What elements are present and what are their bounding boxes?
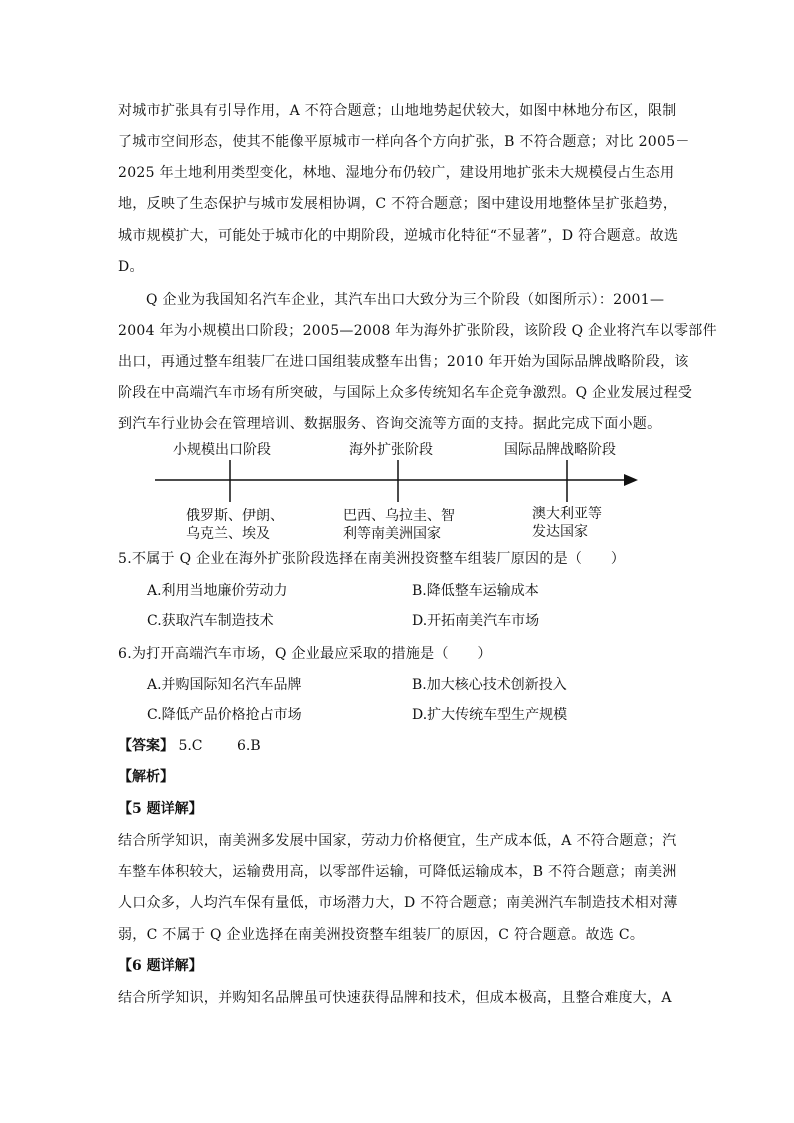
detail-5-line: 人口众多，人均汽车保有量低，市场潜力大，D 不符合题意；南美洲汽车制造技术相对薄 [118,895,678,911]
q5-option-c: C.获取汽车制造技术 [147,613,274,629]
intro-line: 出口，再通过整车组装厂在进口国组装成整车出售；2010 年开始为国际品牌战略阶段，该 [118,354,689,370]
passage-line: 城市规模扩大，可能处于城市化的中期阶段，逆城市化特征“不显著”，D 符合题意。故选 [118,228,679,244]
stage-label-3: 国际品牌战略阶段 [504,442,616,458]
detail-5-label: 【5 题详解】 [118,801,203,817]
answer-label: 【答案】 [118,738,174,754]
stage-countries-1-line1: 俄罗斯、伊朗、 [186,508,284,524]
detail-5-line: 车整车体积较大，运输费用高，以零部件运输，可降低运输成本，B 不符合题意；南美洲 [118,864,677,880]
detail-5-line: 结合所学知识，南美洲多发展中国家，劳动力价格便宜，生产成本低，A 不符合题意；汽 [118,833,677,849]
stage-label-1: 小规模出口阶段 [173,442,271,458]
passage-line: 对城市扩张具有引导作用，A 不符合题意；山地地势起伏较大，如图中林地分布区，限制 [118,103,677,119]
answer-5: 5.C [178,738,203,754]
q5-option-d: D.开拓南美汽车市场 [412,613,540,629]
stage-countries-3-line1: 澳大利亚等 [532,506,602,522]
q6-option-d: D.扩大传统车型生产规模 [412,707,568,723]
passage-line: 地，反映了生态保护与城市发展相协调，C 不符合题意；图中建设用地整体呈扩张趋势， [118,196,678,212]
detail-5-line: 弱，C 不属于 Q 企业选择在南美洲投资整车组装厂的原因，C 符合题意。故选 C。 [118,927,645,943]
q6-option-a: A.并购国际知名汽车品牌 [147,677,302,693]
question-5-stem: 5.不属于 Q 企业在海外扩张阶段选择在南美洲投资整车组装厂原因的是（ ） [118,551,626,567]
stage-timeline-figure [0,430,794,550]
q5-option-b: B.降低整车运输成本 [412,583,539,599]
timeline-arrowhead [624,474,638,486]
intro-line: 到汽车行业协会在管理培训、数据服务、咨询交流等方面的支持。据此完成下面小题。 [118,416,662,432]
detail-6-label: 【6 题详解】 [118,958,203,974]
answer-row [118,736,261,756]
q6-option-b: B.加大核心技术创新投入 [412,677,567,693]
answer-6: 6.B [236,738,261,754]
passage-line: 2025 年土地利用类型变化，林地、湿地分布仍较广，建设用地扩张未大规模侵占生态用 [118,165,675,181]
q6-option-c: C.降低产品价格抢占市场 [147,707,302,723]
stage-countries-3-line2: 发达国家 [532,524,588,540]
question-6-stem: 6.为打开高端汽车市场，Q 企业最应采取的措施是（ ） [118,646,492,662]
stage-label-2: 海外扩张阶段 [349,442,433,458]
intro-line: Q 企业为我国知名汽车企业，其汽车出口大致分为三个阶段（如图所示）：2001— [146,292,665,308]
stage-countries-1-line2: 乌克兰、埃及 [186,526,270,542]
detail-6-line: 结合所学知识，并购知名品牌虽可快速获得品牌和技术，但成本极高，且整合难度大，A [118,990,672,1006]
stage-countries-2-line1: 巴西、乌拉圭、智 [343,508,455,524]
q5-option-a: A.利用当地廉价劳动力 [147,583,288,599]
analysis-label: 【解析】 [118,769,174,785]
intro-line: 阶段在中高端汽车市场有所突破，与国际上众多传统知名车企竞争激烈。Q 企业发展过程受 [118,385,693,401]
passage-line: D。 [118,259,144,275]
intro-line: 2004 年为小规模出口阶段；2005—2008 年为海外扩张阶段，该阶段 Q 企业将汽车以零部件 [118,323,717,339]
stage-countries-2-line2: 利等南美洲国家 [343,526,441,542]
passage-line: 了城市空间形态，使其不能像平原城市一样向各个方向扩张，B 不符合题意；对比 2005－ [118,134,690,150]
